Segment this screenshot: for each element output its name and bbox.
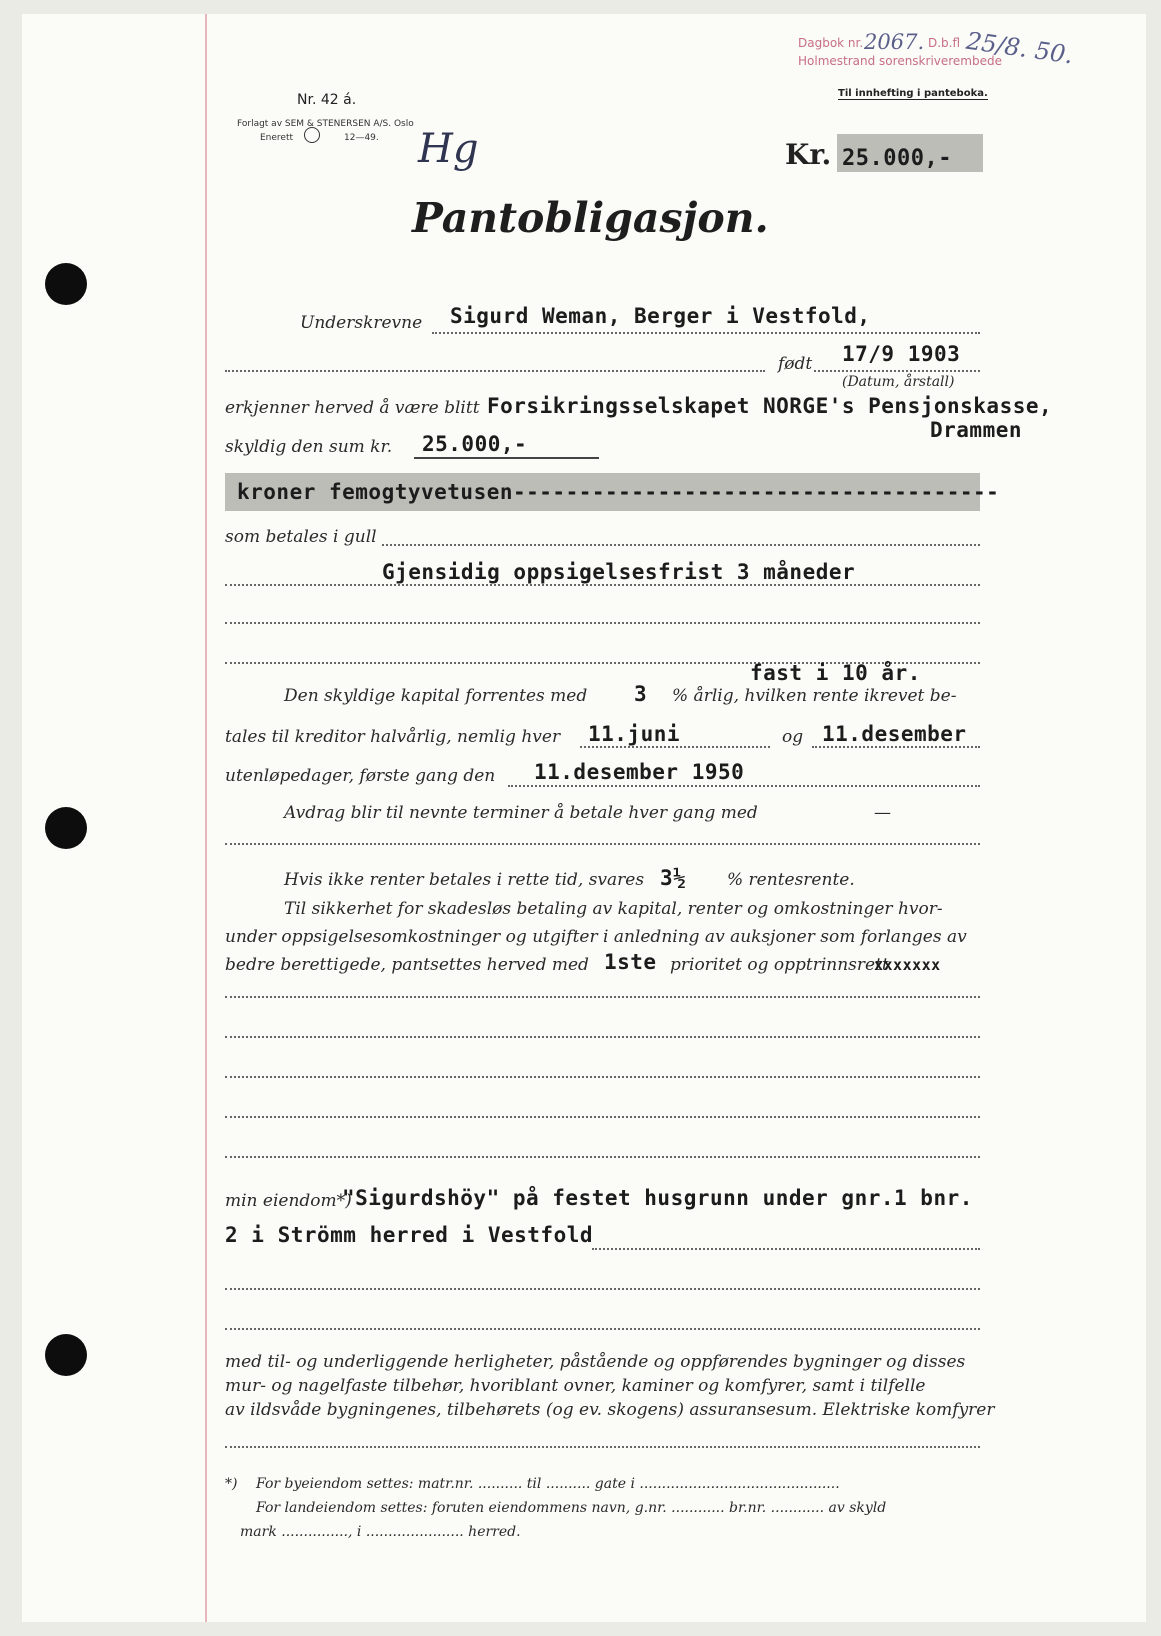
creditor-value: Forsikringsselskapet NORGE's Pensjonskasse, — [487, 394, 1053, 418]
dagbok-dbfl: D.b.fl — [928, 36, 961, 50]
dagbok-number: 2067. — [864, 30, 925, 54]
fixed-value: fast i 10 år. — [750, 661, 921, 685]
half-line-1 — [580, 746, 770, 748]
undersigned-value: Sigurd Weman, Berger i Vestfold, — [450, 304, 871, 328]
amount-words: kroner femogtyvetusen------------------------------------- — [237, 480, 1000, 504]
half-date-2: 11.desember — [822, 722, 967, 746]
blank-line-5 — [225, 1076, 980, 1078]
late-value: 3½ — [660, 866, 687, 890]
creditor-value-2: Drammen — [930, 418, 1023, 442]
late-suffix: % rentesrente. — [727, 870, 855, 890]
first-prefix: utenløpedager, første gang den — [225, 766, 496, 786]
document-sheet — [22, 14, 1146, 1622]
born-line — [814, 370, 980, 372]
undersigned-line — [432, 332, 980, 334]
property-value-1: "Sigurdshöy" på festet husgrunn under gnr.1 bnr. — [342, 1186, 973, 1210]
notice-value: Gjensidig oppsigelsesfrist 3 måneder — [382, 560, 856, 584]
interest-prefix: Den skyldige kapital forrentes med — [284, 686, 588, 706]
footnote-line-3: mark ..............., i ...................... herred. — [240, 1524, 521, 1540]
form-number: Nr. 42 á. — [297, 92, 357, 108]
binder-hole-3 — [45, 1334, 87, 1376]
first-line — [508, 785, 980, 787]
half-prefix: tales til kreditor halvårlig, nemlig hver — [225, 727, 561, 747]
interest-suffix: % årlig, hvilken rente ikrevet be- — [672, 686, 957, 706]
amount-value: 25.000,- — [842, 146, 952, 171]
footnote-star: *) — [225, 1476, 238, 1492]
born-value: 17/9 1903 — [842, 342, 961, 366]
debt-label: skyldig den sum kr. — [225, 437, 393, 457]
blank-line-1 — [225, 622, 980, 624]
closing-line-3: av ildsvåde bygningenes, tilbehørets (og ev. skogens) assuransesum. Elektriske komfyrer — [225, 1400, 995, 1420]
instalment-line — [225, 843, 980, 845]
born-label: født — [778, 354, 813, 374]
late-prefix: Hvis ikke renter betales i rette tid, svares — [284, 870, 645, 890]
closing-blank-line — [225, 1446, 980, 1448]
footnote-line-1: For byeiendom settes: matr.nr. .......... til .......... gate i ............................................. — [256, 1476, 840, 1492]
security-strike: xxxxxxx — [874, 956, 941, 974]
half-line-2 — [812, 746, 980, 748]
office-stamp: Holmestrand sorenskriverembede — [798, 54, 1002, 68]
creditor-label: erkjenner herved å være blitt — [225, 398, 480, 418]
debt-underline — [414, 457, 599, 459]
security-line-1: Til sikkerhet for skadesløs betaling av kapital, renter og omkostninger hvor- — [284, 899, 943, 919]
stamp-date: 25/8. 50. — [964, 26, 1075, 70]
margin-line — [205, 14, 207, 1622]
binder-hole-1 — [45, 263, 87, 305]
interest-value: 3 — [634, 682, 648, 706]
security-line-3-prefix: bedre berettigede, pantsettes herved med — [225, 955, 589, 975]
document-title: Pantobligasjon. — [412, 194, 769, 242]
closing-line-1: med til- og underliggende herligheter, påstående og oppførendes bygninger og disses — [225, 1352, 966, 1372]
property-value-2: 2 i Strömm herred i Vestfold — [225, 1223, 594, 1247]
debt-value: 25.000,- — [422, 432, 528, 456]
publisher-line: Forlagt av SEM & STENERSEN A/S. Oslo — [237, 119, 414, 129]
publisher-logo — [304, 127, 320, 143]
first-value: 11.desember 1950 — [534, 760, 745, 784]
closing-line-2: mur- og nagelfaste tilbehør, hvoriblant ovner, kaminer og komfyrer, samt i tilfelle — [225, 1376, 926, 1396]
handwritten-initials: Hg — [418, 126, 479, 172]
blank-line-6 — [225, 1116, 980, 1118]
half-date-1: 11.juni — [588, 722, 681, 746]
binder-hole-2 — [45, 807, 87, 849]
gold-label: som betales i gull — [225, 527, 377, 547]
blank-line-7 — [225, 1156, 980, 1158]
panteboka-note: Til innhefting i panteboka. — [838, 88, 988, 99]
priority-value: 1ste — [604, 950, 657, 974]
security-line-3-suffix: prioritet og opptrinnsrett — [670, 955, 889, 975]
property-label: min eiendom*) — [225, 1191, 352, 1211]
property-line-2 — [592, 1248, 980, 1250]
blank-line-9 — [225, 1328, 980, 1330]
publisher-date: 12—49. — [344, 133, 379, 143]
blank-line-4 — [225, 1036, 980, 1038]
instalment-value: — — [874, 803, 891, 823]
publisher-enerett: Enerett — [260, 133, 294, 143]
instalment-text: Avdrag blir til nevnte terminer å betale hver gang med — [284, 803, 758, 823]
born-hint: (Datum, årstall) — [842, 374, 955, 390]
security-line-2: under oppsigelsesomkostninger og utgifter i anledning av auksjoner som forlanges av — [225, 927, 967, 947]
undersigned-label: Underskrevne — [300, 313, 423, 333]
blank-line-8 — [225, 1288, 980, 1290]
half-and: og — [782, 727, 804, 747]
dagbok-stamp-label: Dagbok nr. — [798, 36, 864, 50]
notice-line — [225, 584, 980, 586]
footnote-line-2: For landeiendom settes: foruten eiendommens navn, g.nr. ............ br.nr. ............ av skyld — [256, 1500, 887, 1516]
born-line-left — [225, 370, 765, 372]
blank-line-3 — [225, 996, 980, 998]
amount-label: Kr. — [785, 138, 832, 171]
gold-line — [382, 544, 980, 546]
